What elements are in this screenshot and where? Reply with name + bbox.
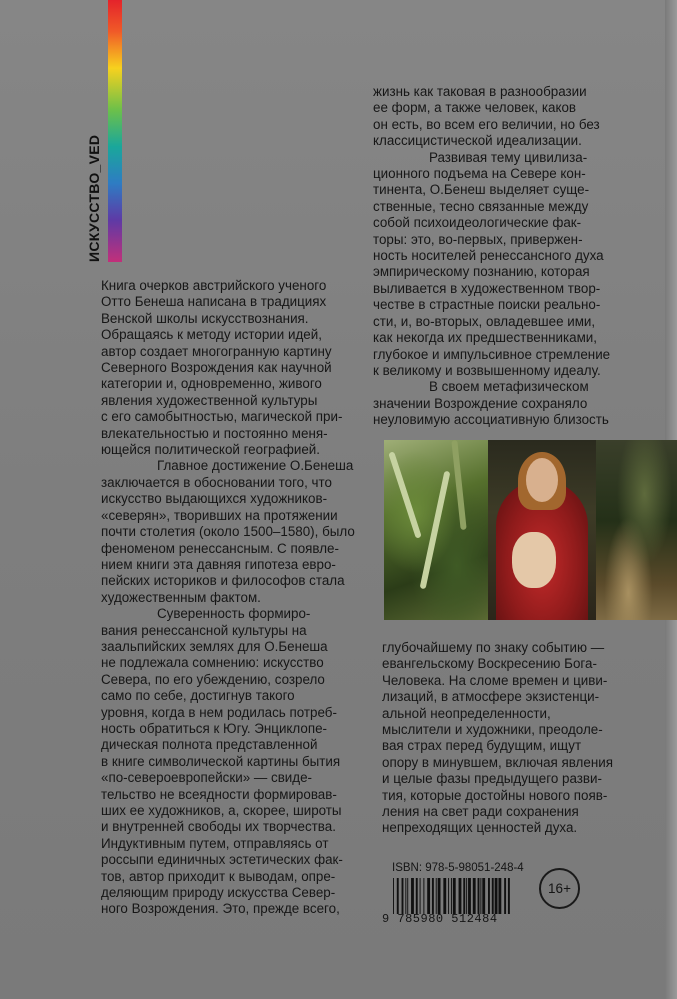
barcode-bar	[427, 878, 430, 914]
text-line: само по себе, достигнув такого	[101, 688, 295, 704]
barcode-bar	[432, 878, 434, 914]
text-line: пейских историков и философов стала	[101, 573, 345, 589]
text-line: вая страх перед будущим, ищут	[382, 738, 582, 754]
text-line: явления художественной культуры	[101, 392, 318, 408]
text-line: тия, которые достойны нового появ-	[382, 787, 608, 803]
text-line: тинента, О.Бенеш выделяет суще-	[373, 182, 590, 198]
barcode-bar	[498, 878, 501, 914]
barcode	[392, 878, 516, 914]
text-line: «северян», творивших на протяжении	[101, 507, 338, 523]
barcode-bar	[438, 878, 441, 914]
text-line: классицистической идеализации.	[373, 133, 582, 149]
text-line: искусство выдающихся художников-	[101, 491, 328, 507]
text-line: евангельскому Воскресению Бога-	[382, 656, 597, 672]
text-line: Развивая тему цивилиза-	[429, 149, 588, 165]
text-line: ность обратиться к Югу. Энциклопе-	[101, 720, 328, 736]
paragraph	[382, 640, 650, 837]
barcode-bar	[405, 878, 406, 914]
barcode-bar	[468, 878, 471, 914]
text-line: ее форм, а также человек, каков	[373, 100, 577, 116]
paragraph	[373, 150, 641, 380]
barcode-digits: 9 785980 512484	[382, 912, 498, 926]
barcode-bar	[393, 878, 394, 914]
barcode-bar	[488, 878, 490, 914]
text-line: Человека. На сломе времен и циви-	[382, 672, 608, 688]
barcode-bar	[397, 878, 399, 914]
text-line: не подлежала сомнению: искусство	[101, 655, 324, 671]
painting-landscape	[596, 440, 677, 620]
barcode-bar	[453, 878, 456, 914]
barcode-bar	[504, 878, 506, 914]
paragraph	[101, 278, 367, 458]
barcode-bar	[416, 878, 418, 914]
barcode-bar	[508, 878, 510, 914]
text-line: к великому и возвышенному идеалу.	[373, 362, 601, 378]
text-line: значении Возрождение сохраняло	[373, 395, 588, 411]
barcode-bar	[436, 878, 437, 914]
text-column-left	[101, 278, 367, 918]
text-line: заключается в обосновании того, что	[101, 474, 332, 490]
text-line: ность носителей ренессансного духа	[373, 248, 604, 264]
text-column-right-bottom	[382, 640, 650, 837]
text-line: честве в страстные поиски реально-	[373, 297, 601, 313]
text-line: Индуктивным путем, отправляясь от	[101, 835, 329, 851]
text-line: ного Возрождения. Это, прежде всего,	[101, 901, 340, 917]
text-line: Отто Бенеша написана в традициях	[101, 294, 327, 310]
text-line: художественным фактом.	[101, 589, 261, 605]
text-line: россыпи единичных эстетических фак-	[101, 852, 343, 868]
text-line: Северного Возрождения как научной	[101, 360, 332, 376]
text-line: деляющим природу искусства Север-	[101, 885, 336, 901]
text-line: жизнь как таковая в разнообразии	[373, 84, 587, 99]
text-line: дическая полнота представленной	[101, 737, 318, 753]
barcode-bar	[423, 878, 424, 914]
text-line: ющейся политической географией.	[101, 442, 320, 458]
barcode-bar	[463, 878, 465, 914]
text-line: феноменом ренессансным. С появле-	[101, 540, 339, 556]
painting-madonna-child	[488, 440, 596, 620]
text-line: ственные, тесно связанные между	[373, 198, 589, 214]
text-line: Обращаясь к методу истории идей,	[101, 327, 322, 343]
text-line: альной неопределенности,	[382, 705, 551, 721]
barcode-bar	[402, 878, 404, 914]
text-line: ших ее художников, а, скорее, широты	[101, 803, 342, 818]
text-line: уровня, когда в нем родилась потреб-	[101, 704, 337, 720]
barcode-bar	[473, 878, 476, 914]
text-line: он есть, во всем его величии, но без	[373, 116, 600, 132]
barcode-bar	[420, 878, 421, 914]
text-line: Книга очерков австрийского ученого	[101, 278, 327, 293]
text-line: автор создает многогранную картину	[101, 343, 332, 359]
text-line: Севера, по его убеждению, созрело	[101, 671, 325, 687]
text-line: с его самобытностью, магической при-	[101, 409, 343, 425]
paragraph	[101, 458, 367, 606]
painting-botanical	[384, 440, 488, 620]
text-line: влекательностью и постоянно меня-	[101, 425, 328, 441]
barcode-bar	[451, 878, 452, 914]
text-line: мыслители и художники, преодоле-	[382, 722, 603, 738]
text-line: выливается в художественном твор-	[373, 280, 601, 296]
spectrum-stripe	[108, 0, 122, 262]
text-line: неуловимую ассоциативную близость	[373, 412, 609, 428]
text-line: и целые фазы предыдущего разви-	[382, 771, 602, 787]
text-line: тельство не всеядности формировав-	[101, 786, 337, 802]
text-line: ления на свет ради сохранения	[382, 804, 579, 820]
barcode-bar	[478, 878, 480, 914]
painting-collage	[384, 440, 677, 620]
text-line: в книге символической картины бытия	[101, 753, 341, 769]
text-line: почти столетия (около 1500–1580), было	[101, 524, 355, 540]
text-line: глубокое и импульсивное стремление	[373, 346, 611, 362]
text-line: вания ренессансной культуры на	[101, 622, 307, 638]
publisher-brand: ИСКУССТВО_VED	[86, 134, 102, 262]
text-line: эмпирическому познанию, которая	[373, 264, 590, 280]
barcode-bar	[448, 878, 449, 914]
text-line: нием книги эта давняя гипотеза евро-	[101, 556, 336, 572]
barcode-bar	[411, 878, 414, 914]
text-line: заальпийских землях для О.Бенеша	[101, 638, 328, 654]
barcode-bar	[407, 878, 408, 914]
barcode-bar	[482, 878, 485, 914]
text-line: В своем метафизическом	[429, 379, 589, 395]
text-line: Суверенность формиро-	[157, 606, 311, 622]
barcode-bar	[492, 878, 494, 914]
isbn-label: ISBN: 978-5-98051-248-4	[392, 862, 524, 874]
barcode-bar	[495, 878, 498, 914]
text-line: Венской школы искусствознания.	[101, 310, 309, 326]
text-line: лизаций, в атмосфере экзистенци-	[382, 689, 600, 705]
text-column-right-top	[373, 84, 641, 429]
text-line: опору в минувшем, включая явления	[382, 754, 613, 770]
text-line: тов, автор приходит к выводам, опре-	[101, 868, 336, 884]
text-line: «по-североевропейски» — свиде-	[101, 770, 313, 786]
age-rating-badge: 16+	[539, 868, 580, 909]
text-line: категории и, одновременно, живого	[101, 376, 322, 392]
barcode-bar	[480, 878, 481, 914]
paragraph	[101, 606, 367, 918]
text-line: и внутренней свободы их творчества.	[101, 819, 336, 835]
text-line: собой психоидеологические фак-	[373, 215, 582, 231]
text-line: сти, и, во-вторых, овладевшее ими,	[373, 313, 596, 329]
barcode-bar	[466, 878, 467, 914]
text-line: Главное достижение О.Бенеша	[157, 458, 354, 474]
barcode-bar	[443, 878, 446, 914]
paragraph	[373, 379, 641, 428]
text-line: непреходящих ценностей духа.	[382, 820, 578, 836]
paragraph	[373, 84, 641, 150]
text-line: ционного подъема на Севере кон-	[373, 166, 586, 182]
barcode-bar	[459, 878, 462, 914]
text-line: как некогда их предшественниками,	[373, 330, 598, 346]
text-line: торы: это, во-первых, привержен-	[373, 231, 583, 247]
text-line: глубочайшему по знаку событию —	[382, 640, 605, 655]
